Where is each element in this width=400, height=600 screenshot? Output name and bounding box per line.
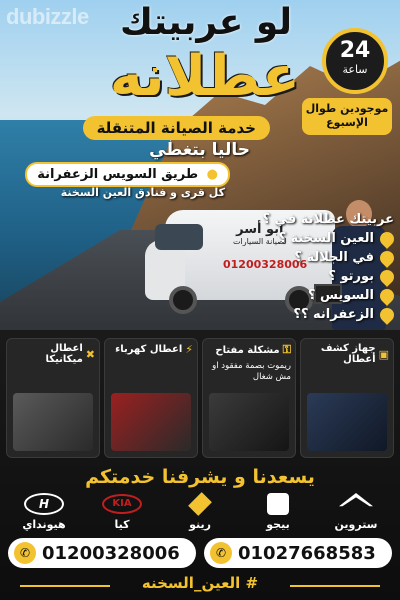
service-subtitle: ريموت بصمة مفقود او مش شغال — [212, 361, 291, 383]
badge-unit: ساعة — [342, 63, 368, 76]
hyundai-logo: H — [24, 493, 64, 515]
locations-list — [244, 212, 394, 326]
phone-number-primary[interactable] — [8, 538, 196, 568]
phone-row — [8, 538, 392, 568]
badge-number: 24 — [339, 38, 371, 63]
location-pin-icon — [377, 248, 397, 268]
covering-label: حاليا بتغطي — [149, 140, 250, 160]
location-item-label: السويس ؟ — [307, 288, 374, 303]
brand-citroen — [326, 492, 386, 531]
brand-kia — [92, 492, 152, 531]
location-item — [244, 307, 394, 322]
availability-label: موجودين طوال الإسبوع — [302, 98, 392, 135]
slogan: يسعدنا و يشرفنا خدمتكم — [85, 466, 315, 488]
lightning-icon: ⚡ — [185, 343, 193, 356]
headline-line2: عطلانه — [109, 44, 300, 109]
service-title-label: اعطال كهرباء — [115, 344, 183, 355]
battery-image — [111, 393, 191, 451]
kia-logo: KIA — [102, 494, 142, 514]
brand-name: رينو — [189, 518, 211, 531]
engine-image — [13, 393, 93, 451]
location-pin-icon — [377, 286, 397, 306]
service-title — [105, 339, 197, 360]
brand-name: بيجو — [266, 518, 290, 531]
phone-number-label: 01027668583 — [238, 542, 376, 564]
service-card-mechanical — [6, 338, 100, 458]
route-pill — [25, 162, 230, 187]
phone-number-label: 01200328006 — [42, 542, 180, 564]
key-icon: ⚿ — [282, 343, 291, 356]
brand-name: ستروين — [334, 518, 378, 531]
service-card-scanner — [300, 338, 394, 458]
service-title-label: اعطال ميكانيكا — [45, 343, 83, 365]
brands-row — [14, 492, 386, 531]
location-item — [244, 250, 394, 265]
location-item-label: الزعفرانه ؟؟ — [293, 307, 374, 322]
location-item-label: العين السخنة ؟ — [278, 231, 374, 246]
hashtag: # العين_السخنه — [141, 574, 259, 592]
service-card-electrical — [104, 338, 198, 458]
route-label: طريق السويس الزعفرانة — [37, 167, 199, 182]
location-item-label: في الجلالة ؟ — [294, 250, 374, 265]
citroen-logo — [339, 493, 373, 515]
van-phone: 01200328006 — [223, 258, 308, 271]
service-card-key — [202, 338, 296, 458]
24-hour-badge — [322, 28, 388, 94]
service-title-label: جهاز كشف أعطال — [320, 343, 376, 365]
brand-name: هيونداي — [22, 518, 66, 531]
watermark: dubizzle — [6, 4, 89, 29]
service-title — [203, 339, 295, 361]
location-item — [244, 231, 394, 246]
phone-icon: ✆ — [210, 542, 232, 564]
services-row — [6, 338, 394, 458]
van-wheel — [169, 286, 197, 314]
van-brand-name: ابو أسر — [236, 222, 284, 237]
peugeot-logo — [267, 493, 289, 515]
car-keys-image — [209, 393, 289, 451]
location-item — [244, 288, 394, 303]
location-item — [244, 269, 394, 284]
scanner-image — [307, 393, 387, 451]
van-brand-subtitle: لصيانة السيارات — [233, 237, 287, 246]
phone-icon: ✆ — [14, 542, 36, 564]
service-banner: خدمة الصيانة المتنقلة — [83, 116, 270, 140]
service-title — [301, 339, 393, 369]
location-pin-icon: ● — [206, 167, 218, 182]
phone-number-secondary[interactable] — [204, 538, 392, 568]
location-pin-icon — [377, 305, 397, 325]
locations-heading: عربيتك عطلانة في ؟ — [262, 212, 394, 227]
service-title — [7, 339, 99, 369]
service-title-label: مشكلة مفتاح — [215, 344, 280, 356]
brand-hyundai — [14, 492, 74, 531]
tools-icon: ✖ — [85, 347, 95, 361]
brand-renault — [170, 492, 230, 531]
location-item-label: بورتو ؟ — [328, 269, 374, 284]
brand-peugeot — [248, 492, 308, 531]
scanner-icon: ▣ — [378, 347, 389, 361]
renault-logo — [188, 492, 212, 516]
location-pin-icon — [377, 229, 397, 249]
villages-label: كل قرى و فنادق العين السخنة — [60, 186, 225, 199]
headline-line1: لو عربيتك — [119, 2, 292, 43]
brand-name: كيا — [114, 518, 130, 531]
van-window — [155, 224, 203, 250]
location-pin-icon — [377, 267, 397, 287]
